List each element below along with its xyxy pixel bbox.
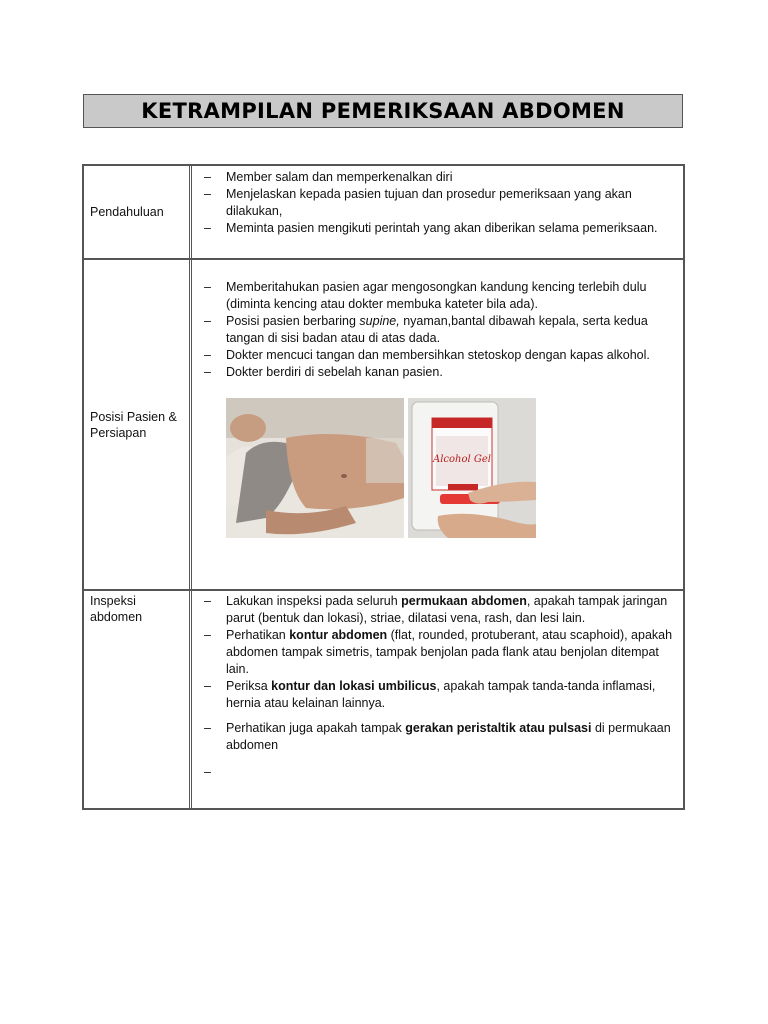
bullet-dash: – [204, 187, 211, 201]
title-box [83, 94, 683, 128]
row-content-cell [192, 166, 683, 258]
bullet-text: Member salam dan memperkenalkan diri [226, 170, 453, 184]
bullet-item [204, 720, 677, 754]
bullet-item [204, 279, 677, 313]
row-label: Inspeksi abdomen [90, 594, 143, 624]
row-label: Pendahuluan [90, 205, 164, 219]
table-row-pendahuluan [84, 166, 683, 260]
row-content-cell [192, 260, 683, 589]
bullet-dash: – [204, 365, 211, 379]
bullet-dash: – [204, 594, 211, 608]
bullet-item [204, 764, 677, 781]
row-label: Posisi Pasien & Persiapan [90, 409, 177, 440]
bullet-list [204, 279, 677, 381]
bullet-dash: – [204, 170, 211, 184]
bullet-dash: – [204, 679, 211, 693]
bullet-item [204, 220, 677, 237]
row-label-cell [84, 166, 192, 258]
bullet-text [226, 764, 677, 781]
bullet-text: Perhatikan kontur abdomen (flat, rounded, protuberant, atau scaphoid), apakah abdomen tampak simetris, tampak benjolan pada flank atau benjolan ditempat lain. [226, 628, 673, 676]
bullet-text: Dokter berdiri di sebelah kanan pasien. [226, 365, 443, 379]
bullet-list [204, 593, 677, 781]
bullet-text: Menjelaskan kepada pasien tujuan dan prosedur pemeriksaan yang akan dilakukan, [226, 187, 632, 218]
bullet-text: Perhatikan juga apakah tampak gerakan peristaltik atau pulsasi di permukaan abdomen [226, 721, 671, 752]
bullet-item [204, 169, 677, 186]
photo-strip [226, 398, 677, 538]
bullet-dash: – [204, 314, 211, 328]
bullet-dash: – [204, 628, 211, 642]
bullet-list [204, 169, 677, 237]
bullet-item [204, 313, 677, 347]
bullet-text: Posisi pasien berbaring supine, nyaman,bantal dibawah kepala, serta kedua tangan di sisi badan atau di atas dada. [226, 314, 648, 345]
bullet-item [204, 364, 677, 381]
bullet-dash: – [204, 765, 211, 779]
bullet-item [204, 678, 677, 712]
bullet-dash: – [204, 280, 211, 294]
bullet-item [204, 347, 677, 364]
bullet-text: Lakukan inspeksi pada seluruh permukaan abdomen, apakah tampak jaringan parut (bentuk dan lokasi), striae, dilatasi vena, rash, dan lesi lain. [226, 594, 668, 625]
table-row-inspeksi [84, 591, 683, 808]
dispenser-label: Alcohol Gel [433, 454, 491, 465]
bullet-text: Dokter mencuci tangan dan membersihkan stetoskop dengan kapas alkohol. [226, 348, 650, 362]
bullet-item [204, 627, 677, 678]
bullet-dash: – [204, 348, 211, 362]
bullet-text: Periksa kontur dan lokasi umbilicus, apakah tampak tanda-tanda inflamasi, hernia atau kelainan lainnya. [226, 679, 656, 710]
row-content-cell [192, 591, 683, 808]
procedure-table [82, 164, 685, 810]
patient-supine-photo [226, 398, 404, 538]
table-row-posisi [84, 260, 683, 591]
row-label-cell [84, 591, 192, 808]
bullet-item [204, 186, 677, 220]
bullet-dash: – [204, 721, 211, 735]
bullet-item [204, 593, 677, 627]
bullet-dash: – [204, 221, 211, 235]
alcohol-gel-dispenser-photo [408, 398, 536, 538]
bullet-text: Meminta pasien mengikuti perintah yang akan diberikan selama pemeriksaan. [226, 221, 658, 235]
page-title: KETRAMPILAN PEMERIKSAAN ABDOMEN [141, 99, 625, 123]
bullet-text: Memberitahukan pasien agar mengosongkan kandung kencing terlebih dulu (diminta kencing atau dokter membuka kateter bila ada). [226, 280, 647, 311]
row-label-cell [84, 260, 192, 589]
